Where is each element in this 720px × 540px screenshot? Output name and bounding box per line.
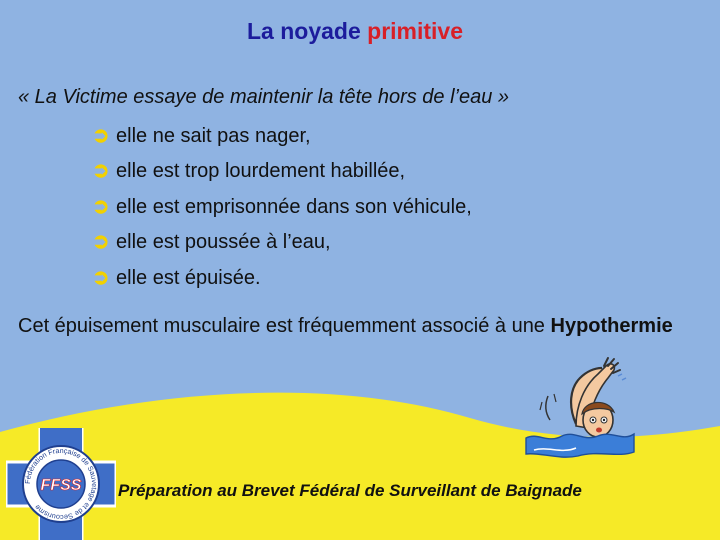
hypothermia-paragraph xyxy=(18,312,686,340)
right-arrow-icon: ➲ xyxy=(92,159,110,183)
right-arrow-icon: ➲ xyxy=(92,123,110,147)
list-item-text: elle est emprisonnée dans son véhicule, xyxy=(116,195,472,218)
bullet-list xyxy=(92,118,472,296)
list-item-text: elle ne sait pas nager, xyxy=(116,124,311,147)
list-item-text: elle est trop lourdement habillée, xyxy=(116,160,406,183)
intro-quote: « La Victime essaye de maintenir la tête hors de l’eau » xyxy=(18,86,510,108)
logo-center-text: FFSS xyxy=(40,477,82,494)
list-item xyxy=(92,189,472,225)
footer-caption: Préparation au Brevet Fédéral de Surveillant de Baignade xyxy=(118,481,582,500)
list-item xyxy=(92,118,472,154)
ffss-logo xyxy=(6,428,116,540)
list-item xyxy=(92,225,472,261)
drowning-swimmer-illustration xyxy=(518,354,638,464)
paragraph-text: Cet épuisement musculaire est fréquemment associé à une xyxy=(18,315,545,337)
list-item-text: elle est poussée à l’eau, xyxy=(116,231,331,254)
slide-title xyxy=(0,18,710,45)
logo-ring-text-path: Fédération Française de Sauvetage et de Secourisme xyxy=(22,445,100,523)
list-item-text: elle est épuisée. xyxy=(116,266,261,289)
title-main: La noyade xyxy=(246,18,361,44)
right-arrow-icon: ➲ xyxy=(92,230,110,254)
title-accent: primitive xyxy=(367,18,464,44)
right-arrow-icon: ➲ xyxy=(92,194,110,218)
list-item xyxy=(92,154,472,190)
list-item xyxy=(92,260,472,296)
right-arrow-icon: ➲ xyxy=(92,265,110,289)
paragraph-emphasis: Hypothermie xyxy=(550,315,673,337)
